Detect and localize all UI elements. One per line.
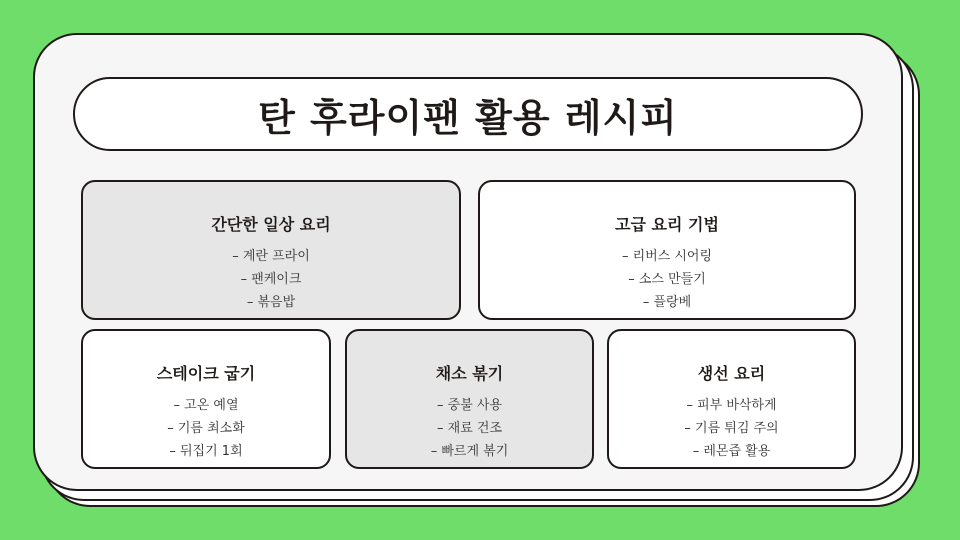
recipe-box-stir-fry-vegetables <box>345 329 594 469</box>
list-item: – 계란 프라이 <box>232 249 310 264</box>
recipe-box-daily-cooking <box>81 180 461 320</box>
recipe-box-fish <box>607 329 856 469</box>
list-item: – 기름 튀김 주의 <box>684 421 779 436</box>
recipe-box-heading: 고급 요리 기법 <box>615 215 719 234</box>
list-item: – 고온 예열 <box>173 398 239 413</box>
recipe-item-list <box>609 394 854 463</box>
title-banner <box>73 77 863 151</box>
page-title: 탄 후라이팬 활용 레시피 <box>258 95 678 140</box>
list-item: – 레몬즙 활용 <box>692 444 771 459</box>
recipe-box-heading: 간단한 일상 요리 <box>211 215 331 234</box>
list-item: – 중불 사용 <box>437 398 502 413</box>
list-item: – 뒤집기 1회 <box>169 444 243 459</box>
list-item: – 볶음밥 <box>246 295 296 310</box>
recipe-item-list <box>347 394 592 463</box>
recipe-box-heading: 채소 볶기 <box>435 364 504 383</box>
list-item: – 플랑베 <box>642 295 692 310</box>
recipe-box-advanced-techniques <box>478 180 856 320</box>
recipe-box-heading: 생선 요리 <box>697 364 766 383</box>
recipe-item-list <box>83 394 329 463</box>
list-item: – 팬케이크 <box>240 272 302 287</box>
list-item: – 피부 바삭하게 <box>686 398 777 413</box>
recipe-box-steak <box>81 329 331 469</box>
list-item: – 소스 만들기 <box>628 272 706 287</box>
list-item: – 리버스 시어링 <box>621 249 713 264</box>
recipe-box-heading: 스테이크 굽기 <box>156 364 256 383</box>
list-item: – 빠르게 볶기 <box>430 444 509 459</box>
recipe-item-list <box>83 245 459 314</box>
recipe-item-list <box>480 245 854 314</box>
list-item: – 재료 건조 <box>437 421 502 436</box>
list-item: – 기름 최소화 <box>167 421 245 436</box>
